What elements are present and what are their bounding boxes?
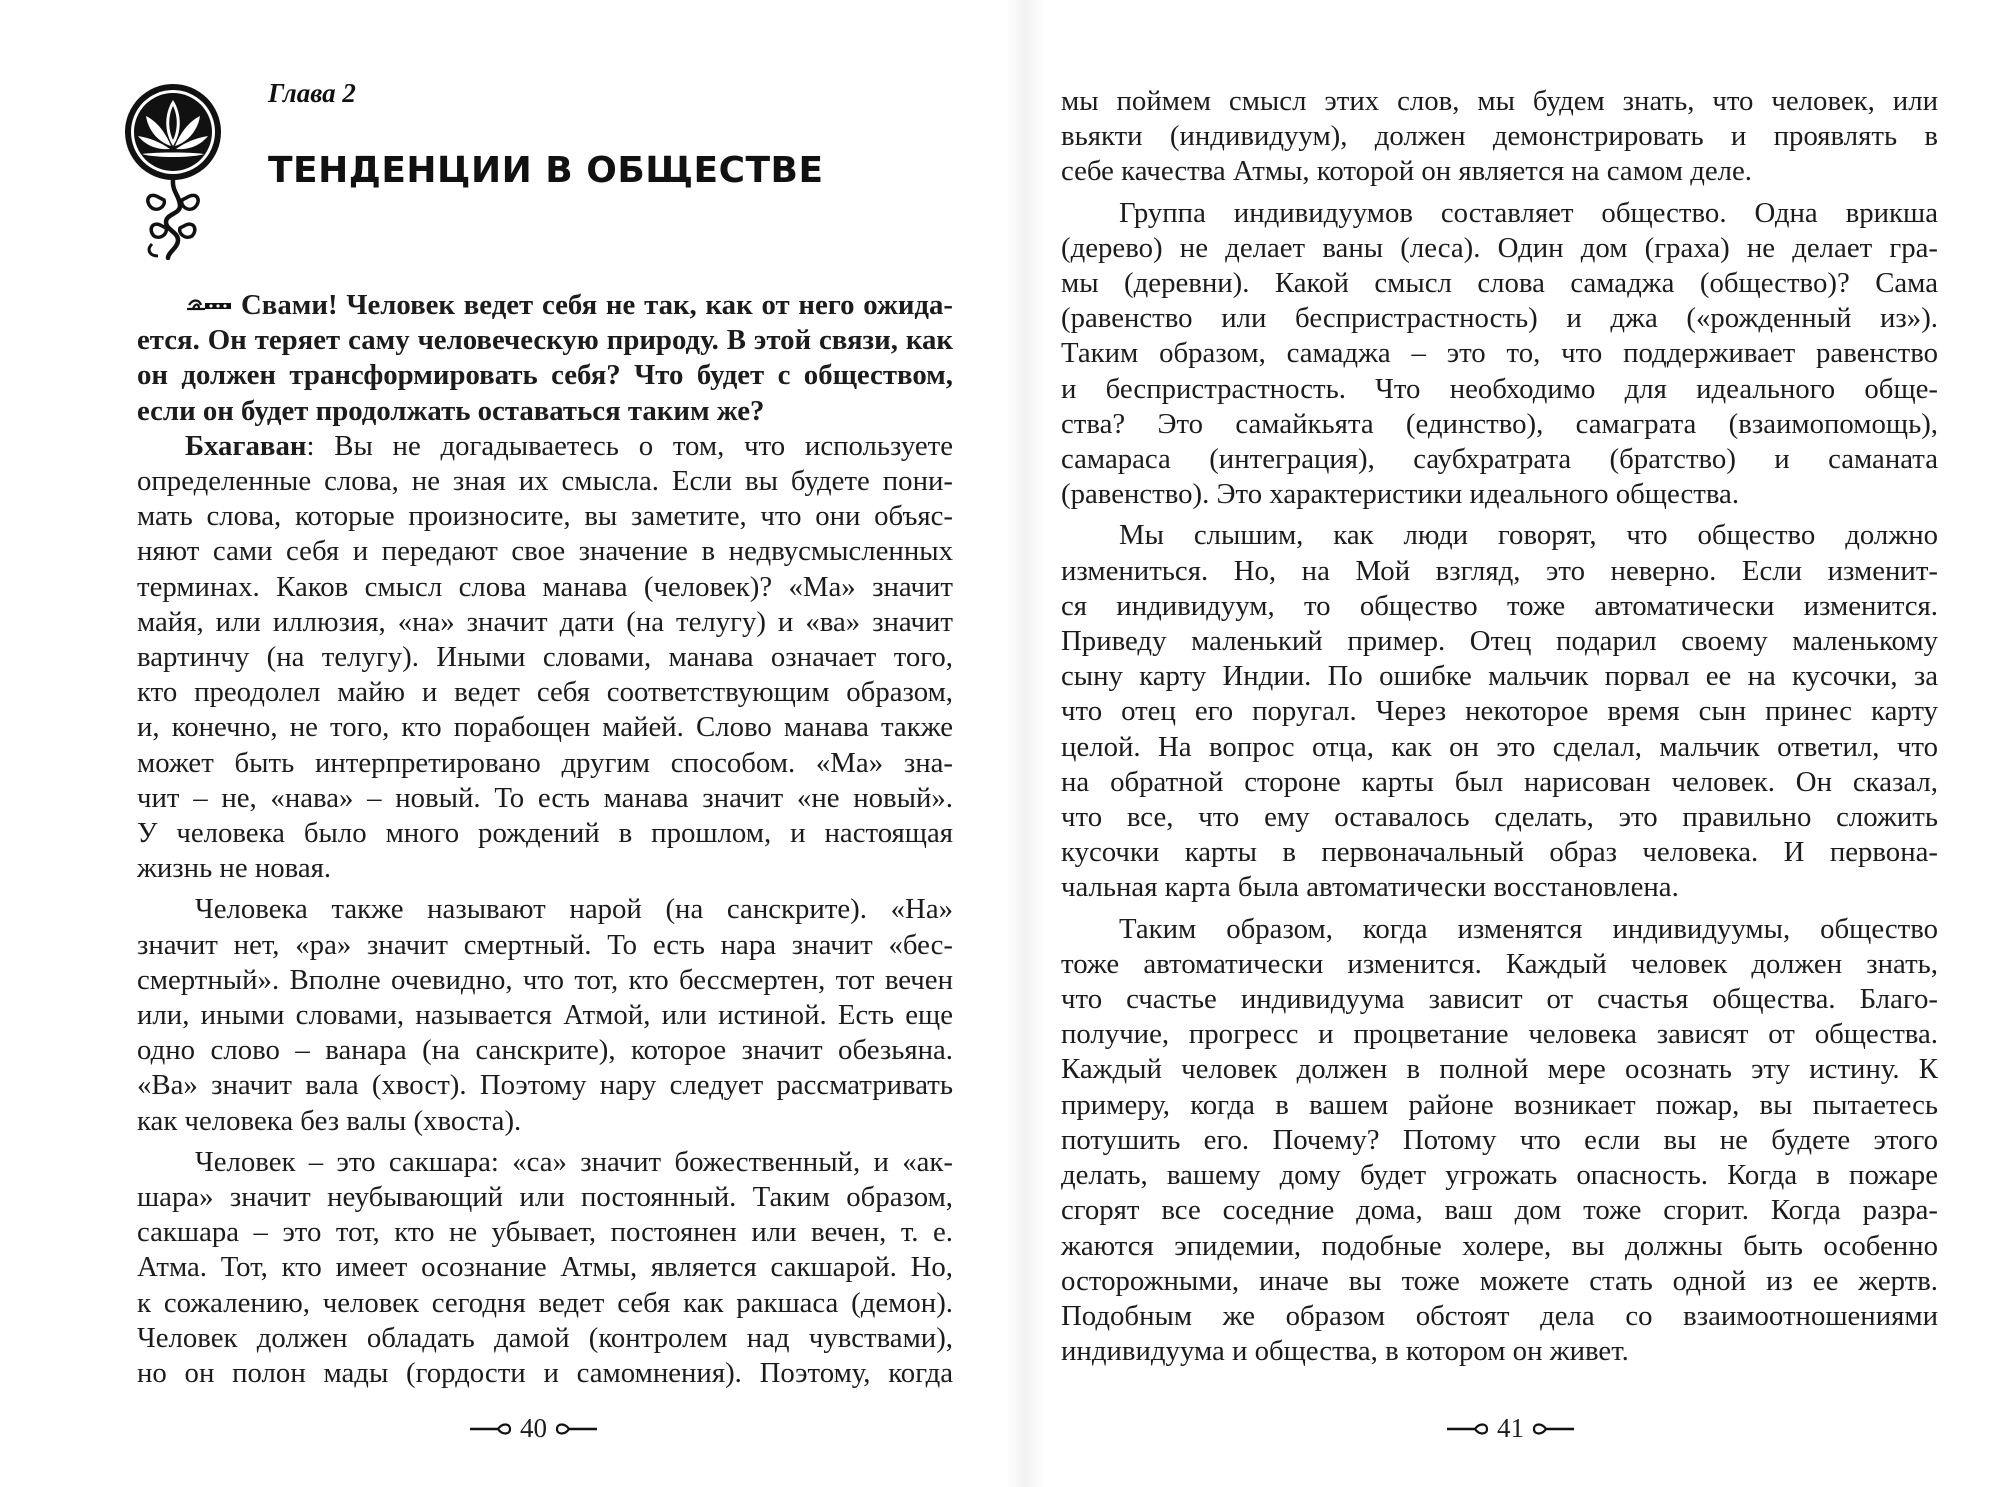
ornament-right-icon xyxy=(555,1422,599,1436)
text-line: майя, или иллюзия, «на» значит дати (на телугу) и «ва» значит xyxy=(137,605,953,638)
text-line: мы поймем смысл этих слов, мы будем знать, что человек, или xyxy=(1061,85,1938,117)
text-line: чит – не, «нава» – новый. То есть манава значит «не новый». xyxy=(137,781,953,814)
text-line: потушить его. Почему? Потому что если вы не будете этого xyxy=(1061,1123,1938,1156)
text-line: Таким образом, когда изменятся индивидуумы, общество xyxy=(1119,912,1938,945)
text-line: если он будет продолжать оставаться таким же? xyxy=(137,394,765,427)
text-line: Таким образом, самаджа – это то, что поддерживает равенство xyxy=(1061,337,1938,370)
paragraph-continuation xyxy=(1061,84,1938,190)
text-line: Приведу маленький пример. Отец подарил своему маленькому xyxy=(1061,625,1938,658)
text-line: Свами! Человек ведет себя не так, как от него ожида- xyxy=(137,288,953,323)
ornament-left-icon xyxy=(1445,1422,1489,1436)
right-page xyxy=(1030,0,2000,1487)
paragraph-nara xyxy=(137,892,953,1138)
text-line: определенные слова, не зная их смысла. Если вы будете пони- xyxy=(137,465,953,498)
paragraph-map-story xyxy=(1061,518,1938,905)
text-line: ства? Это самайкьята (единство), самаграта (взаимопомощь), xyxy=(1061,407,1938,440)
lotus-emblem-icon xyxy=(108,80,238,260)
right-page-text xyxy=(1061,84,1938,1369)
text-line: как человека без валы (хвоста). xyxy=(137,1104,522,1137)
text-line: терминах. Каков смысл слова манава (человек)? «Ма» значит xyxy=(137,570,953,603)
text-line: осторожными, иначе вы тоже можете стать одной из ее жертв. xyxy=(1061,1264,1938,1297)
ornament-right-icon xyxy=(1532,1422,1576,1436)
text-line: жаются эпидемии, подобные холере, вы должны быть особенно xyxy=(1061,1229,1938,1262)
text-line: (равенство или беспристрастность) и джа («рожденный из»). xyxy=(1061,302,1938,335)
ornament-left-icon xyxy=(468,1422,512,1436)
text-line: Группа индивидуумов составляет общество. Одна врикша xyxy=(1119,196,1938,229)
text-line: ся индивидуум, то общество тоже автоматически изменится. xyxy=(1061,589,1938,622)
text-line: индивидуума и общества, в котором он живет. xyxy=(1061,1335,1629,1368)
text-line: что все, что ему оставалось сделать, это правильно сложить xyxy=(1061,801,1938,834)
text-line: и, конечно, не того, кто порабощен майей. Слово манава также xyxy=(137,711,953,744)
text-line: сакшара – это тот, кто не убывает, постоянен или вечен, т. е. xyxy=(137,1216,953,1249)
text-line: может быть интерпретировано другим способом. «Ма» зна- xyxy=(137,746,953,779)
text-line: Подобным же образом обстоят дела со взаимоотношениями xyxy=(1061,1299,1938,1332)
text-line: няют сами себя и передают свое значение в недвусмысленных xyxy=(137,535,953,568)
text-line: Каждый человек должен в полной мере осознать эту истину. К xyxy=(1061,1053,1938,1086)
text-line: делать, вашему дому будет угрожать опасность. Когда в пожаре xyxy=(1061,1159,1938,1192)
text-line: самараса (интеграция), саубхратрата (братство) и саманата xyxy=(1061,443,1938,476)
text-line: Бхагаван: Вы не догадываетесь о том, что используете xyxy=(185,429,953,462)
speaker-name: Бхагаван xyxy=(185,429,307,462)
page-number-text: 40 xyxy=(520,1413,547,1443)
text-line: получие, прогресс и процветание человека зависят от общества. xyxy=(1061,1018,1938,1051)
answer-paragraph xyxy=(137,429,953,887)
text-line: и беспристрастность. Что необходимо для идеального обще- xyxy=(1061,372,1938,405)
text-line: сгорят все соседние дома, ваш дом тоже сгорит. Когда разра- xyxy=(1061,1194,1938,1227)
text-line: сыну карту Индии. По ошибке мальчик порвал ее на кусочки, за xyxy=(1061,660,1938,693)
page-number-left xyxy=(468,1413,599,1444)
page-number-right xyxy=(1445,1413,1576,1444)
text-line: чальная карта была автоматически восстановлена. xyxy=(1061,871,1679,904)
text-line: или, иными словами, называется Атмой, или истиной. Есть еще xyxy=(137,999,953,1032)
text-line: Атма. Тот, кто имеет осознание Атмы, является сакшарой. Но, xyxy=(137,1251,953,1284)
text-line: измениться. Но, на Мой взгляд, это неверно. Если изменит- xyxy=(1061,554,1938,587)
page-number-text: 41 xyxy=(1497,1413,1524,1443)
paragraph-individuals xyxy=(1061,912,1938,1370)
text-line: вартинчу (на телугу). Иными словами, манава означает того, xyxy=(137,641,953,674)
text-line: примеру, когда в вашем районе возникает пожар, вы пытаетесь xyxy=(1061,1088,1938,1121)
paragraph-samaja xyxy=(1061,196,1938,513)
text-line: кто преодолел майю и ведет себя соответствующим образом, xyxy=(137,676,953,709)
chapter-title: ТЕНДЕНЦИИ В ОБЩЕСТВЕ xyxy=(268,150,824,191)
text-line: ется. Он теряет саму человеческую природу. В этой связи, как xyxy=(137,324,953,357)
text-line: что отец его поругал. Через некоторое время сын принес карту xyxy=(1061,695,1938,728)
text-line: кусочки карты в первоначальный образ человека. И первона- xyxy=(1061,836,1938,869)
text-line: одно слово – ванара (на санскрите), которое значит обезьяна. xyxy=(137,1034,953,1067)
chapter-label: Глава 2 xyxy=(268,78,356,108)
text-line: но он полон мады (гордости и самомнения). Поэтому, когда xyxy=(137,1357,953,1390)
text-line: тоже автоматически изменится. Каждый человек должен знать, xyxy=(1061,947,1938,980)
text-line: жизнь не новая. xyxy=(137,852,332,885)
text-line: мать слова, которые произносите, вы заметите, что они объяс- xyxy=(137,500,953,533)
question-paragraph xyxy=(137,288,953,429)
text-line: что счастье индивидуума зависит от счастья общества. Благо- xyxy=(1061,983,1938,1016)
text-line: Человек должен обладать дамой (контролем над чувствами), xyxy=(137,1321,953,1354)
text-line: мы (деревни). Какой смысл слова самаджа (общество)? Сама xyxy=(1061,267,1938,300)
text-line: он должен трансформировать себя? Что будет с обществом, xyxy=(137,359,953,392)
text-line: целой. На вопрос отца, как он это сделал, мальчик ответил, что xyxy=(1061,730,1938,763)
text-line: к сожалению, человек сегодня ведет себя как ракшаса (демон). xyxy=(137,1286,953,1319)
text-line: Человека также называют нарой (на санскрите). «На» xyxy=(195,893,953,926)
text-line: Мы слышим, как люди говорят, что общество должно xyxy=(1119,519,1938,552)
left-page-text xyxy=(137,288,953,1391)
text-line: вьякти (индивидуум), должен демонстрировать и проявлять в xyxy=(1061,120,1938,153)
text-line: Человек – это сакшара: «са» значит божественный, и «ак- xyxy=(195,1145,953,1178)
text-line: на обратной стороне карты был нарисован человек. Он сказал, xyxy=(1061,765,1938,798)
fleuron-icon xyxy=(185,295,235,315)
text-line: смертный». Вполне очевидно, что тот, кто бессмертен, тот вечен xyxy=(137,963,953,996)
text-line: (равенство). Это характеристики идеального общества. xyxy=(1061,478,1740,511)
text-line: У человека было много рождений в прошлом, и настоящая xyxy=(137,817,953,850)
text-line: шара» значит неубывающий или постоянный. Таким образом, xyxy=(137,1181,953,1214)
text-line: себе качества Атмы, которой он является на самом деле. xyxy=(1061,155,1752,188)
text-line: значит нет, «ра» значит смертный. То есть нара значит «бес- xyxy=(137,928,953,961)
text-line: (дерево) не делает ваны (леса). Один дом (граха) не делает гра- xyxy=(1061,231,1938,264)
paragraph-sakshara xyxy=(137,1145,953,1391)
text-line: «Ва» значит вала (хвост). Поэтому нару следует рассматривать xyxy=(137,1069,953,1102)
